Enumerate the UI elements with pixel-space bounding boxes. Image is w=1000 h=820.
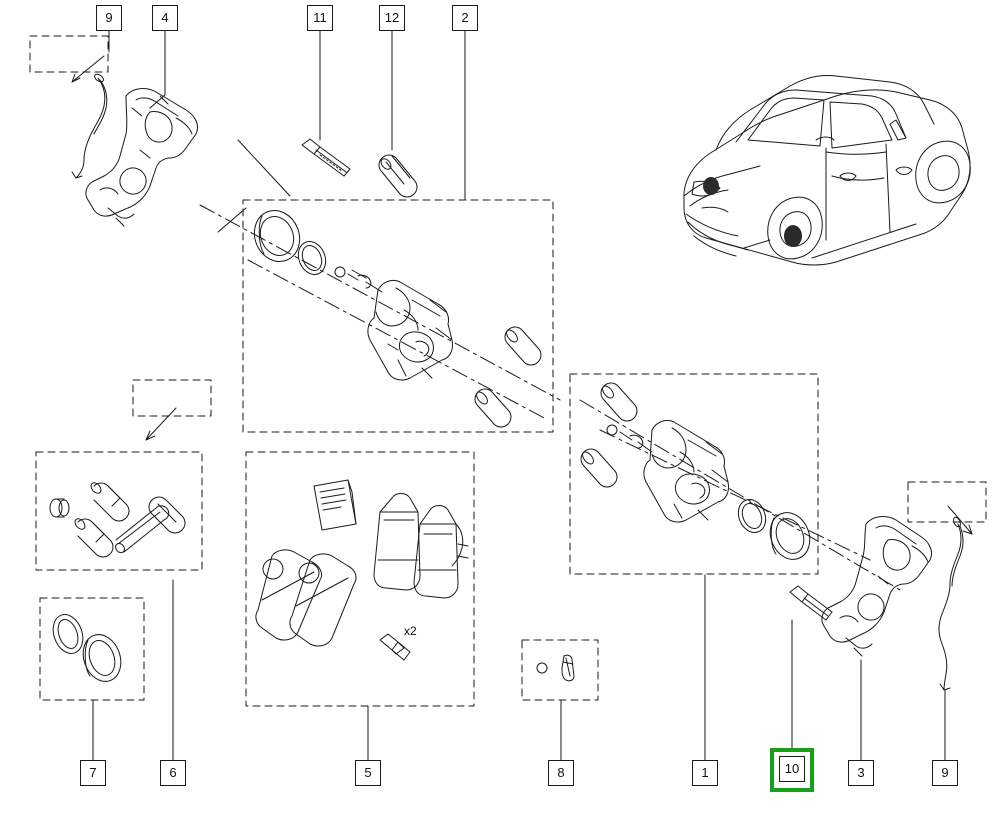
vehicle-illustration [684, 75, 970, 265]
callout-12[interactable] [379, 5, 405, 31]
callout-label: 9 [941, 765, 949, 780]
callout-label: 10 [779, 756, 805, 782]
part-10-guide-bolt [790, 586, 832, 620]
callout-label: 6 [169, 765, 177, 780]
part-6-guide-pin-kit [50, 481, 185, 557]
part-8-bleed-screw [537, 655, 574, 681]
group-box-6-ref [133, 380, 211, 416]
callout-label: 3 [857, 765, 865, 780]
callout-4[interactable] [152, 5, 178, 31]
brake-location-markers [703, 177, 802, 247]
part-12-slide-pin [379, 155, 417, 197]
part-4-caliper-carrier [86, 89, 198, 226]
callout-3[interactable] [848, 760, 874, 786]
group-box-9-top [30, 36, 108, 72]
callout-5[interactable] [355, 760, 381, 786]
axis-connector-left [218, 208, 246, 232]
part-11-guide-bolt [302, 139, 350, 176]
axis-connector-top [238, 140, 290, 196]
callout-9-top[interactable] [96, 5, 122, 31]
axis-rear-piston [600, 430, 870, 560]
callout-6[interactable] [160, 760, 186, 786]
callout-label: 8 [557, 765, 565, 780]
group-box-8 [522, 640, 598, 700]
callout-2[interactable] [452, 5, 478, 31]
part-3-caliper-carrier-right [822, 517, 932, 656]
callout-10-selected[interactable] [770, 748, 814, 792]
multiplier-label-x2: x2 [404, 624, 417, 638]
group-box-7 [40, 598, 144, 700]
axis-rear-assembly [580, 400, 900, 590]
callout-1[interactable] [692, 760, 718, 786]
callout-label: 1 [701, 765, 709, 780]
arrow-9-top [72, 56, 104, 82]
part-9-wear-sensor-bottom [939, 516, 963, 690]
callout-11[interactable] [307, 5, 333, 31]
callout-7[interactable] [80, 760, 106, 786]
part-2-caliper-assembly [247, 204, 541, 427]
callout-label: 5 [364, 765, 372, 780]
callout-label: 9 [105, 10, 113, 25]
part-7-piston-seals [48, 610, 127, 686]
callout-9-bottom[interactable] [932, 760, 958, 786]
callout-label: 11 [313, 10, 327, 25]
callout-label: 12 [384, 10, 400, 25]
group-box-5 [246, 452, 474, 706]
part-9-wear-sensor-top [72, 73, 107, 178]
callout-label: 4 [161, 10, 169, 25]
group-box-2 [243, 200, 553, 432]
part-5-brake-pad-kit [256, 480, 468, 660]
axis-front-piston [248, 260, 548, 420]
callout-label: 7 [89, 765, 97, 780]
group-box-9-bottom [908, 482, 986, 522]
callout-label: 2 [461, 10, 469, 25]
part-1-caliper-body-right [580, 383, 816, 565]
callout-8[interactable] [548, 760, 574, 786]
arrow-6-ref [146, 408, 176, 440]
